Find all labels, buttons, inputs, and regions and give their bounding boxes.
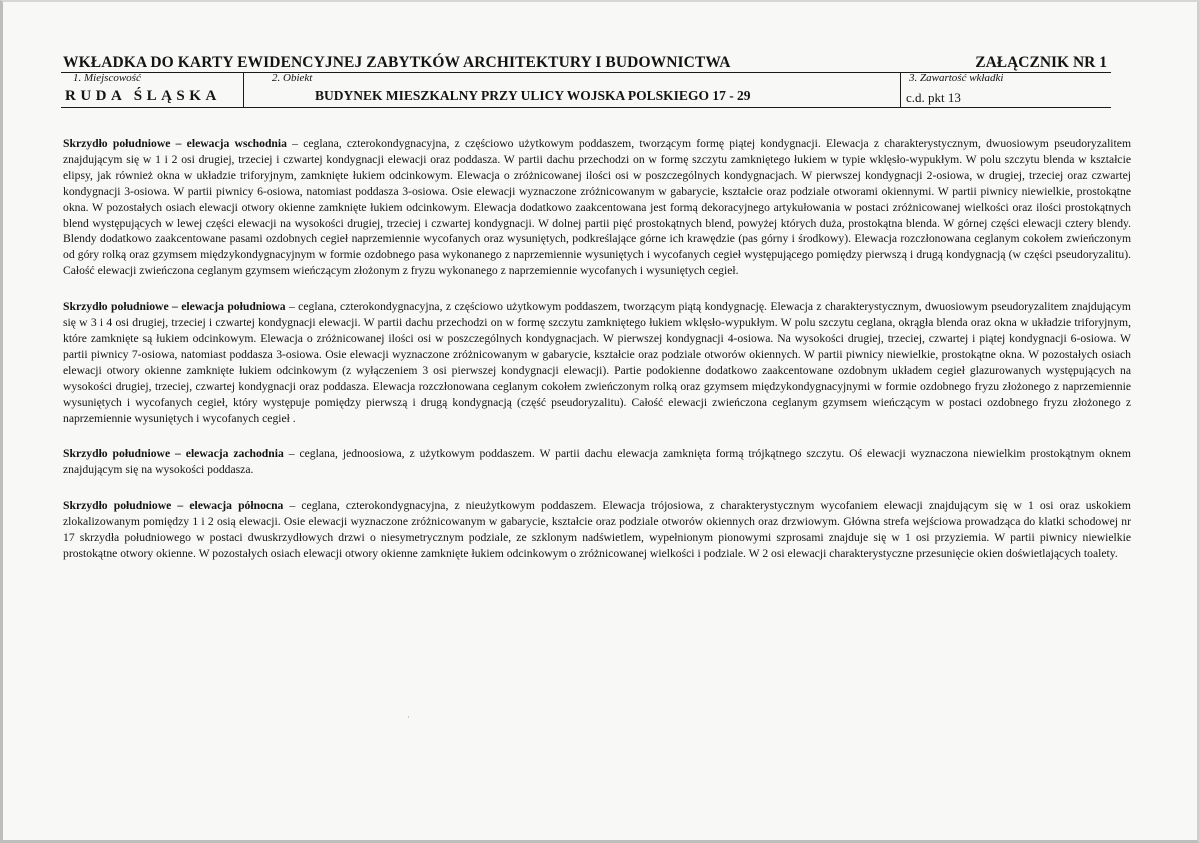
contents-label: 3. Zawartość wkładki xyxy=(909,72,1004,84)
paragraph-text: – ceglana, czterokondygnacyjna, z częściowo użytkowym poddaszem, tworzącym formę piątej kondygnacji. Elewacja z charakterystycznym, dwuosiowym pseudoryzalitem znajdującym się w 1 i 2 osi drugiej, trzeciej i czwartej kondygnacji elewacji oraz poddasza. W partii dachu przechodzi on w formę szczytu zamkniętego łukiem w typie wklęsło-wypukłym. W polu szczytu blenda w kształcie elipsy, jak również okna w układzie triforyjnym, zamknięte łukiem odcinkowym. Elewacja o zróżnicowanej ilości osi w poszczególnych kondygnacjach. W pierwszej kondygnacji 2-osiowa, w drugiej, trzeciej oraz czwartej kondygnacji 3-osiowa. W partii piwnicy 6-osiowa, natomiast poddasza 3-osiowa. Osie elewacji wyznaczone zróżnicowanym w gabarycie, kształcie oraz podziale otworami okiennymi. W partii piwnicy niewielkie, prostokątne okna. W pozostałych osiach elewacji otwory okienne zamknięte łukiem odcinkowym. Elewacja dodatkowo zaakcentowana jest formą dekoracyjnego artykułowania w postaci zróżnicowanej wielkości oraz ilości prostokątnych blend występujących w lewej części elewacji na wysokości drugiej, trzeciej i czwartej kondygnacji. W dolnej partii pięć prostokątnych blend, powyżej których duża, prostokątna blenda. W górnej części elewacji cztery blendy. Blendy dodatkowo zaakcentowane pasami ozdobnych cegieł naprzemiennie wycofanych oraz wysuniętych, podkreślające górne ich krawędzie (pas górny i środkowy). Elewacja rozczłonowana ceglanym cokołem zwieńczonym od góry rolką oraz gzymsem międzykondygnacyjnym w formie ozdobnego pasa wykonanego z naprzemiennie wysuniętych i wycofanych cegieł występującego pomiędzy pierwszą i drugą kondygnacją (w części pseudoryzalitu). Całość elewacji zwieńczona ceglanym gzymsem wieńczącym złożonym z fryzu wykonanego z naprzemiennie wycofanych i wysuniętych cegieł. xyxy=(63,137,1131,278)
paragraph-east-elevation xyxy=(63,136,1131,279)
locality-label: 1. Miejscowość xyxy=(73,72,141,84)
paragraph-south-elevation xyxy=(63,299,1131,426)
object-value: BUDYNEK MIESZKALNY PRZY ULICY WOJSKA POLSKIEGO 17 - 29 xyxy=(315,88,751,103)
header-divider-1 xyxy=(243,73,244,107)
document-body xyxy=(63,136,1131,582)
paragraph-north-elevation xyxy=(63,498,1131,562)
paragraph-heading: Skrzydło południowe – elewacja wschodnia xyxy=(63,137,287,150)
paragraph-text: – ceglana, czterokondygnacyjna, z nieużytkowym poddaszem. Elewacja trójosiowa, z charakterystycznym wycofaniem elewacji znajdującym się w 1 osi oraz uskokiem zlokalizowanym pomiędzy 1 i 2 osią elewacji. Osie elewacji wyznaczone zróżnicowanym w gabarycie, kształcie oraz podziale otworów okiennych oraz drzwiowym. Główna strefa wejściowa prowadząca do klatki schodowej nr 17 skrzydła południowego w postaci dwuskrzydłowych drzwi o niesymetrycznym podziale, ze szklonym nadświetlem, wypełnionym pionowymi szprosami znajduje się w 1 osi przyziemia. W partii piwnicy niewielkie prostokątne otwory okienne. W pozostałych osiach elewacji otwory okienne zamknięte łukiem odcinkowym o zróżnicowanej wielkości i podziale. W 2 osi elewacji charakterystyczne przesunięcie okien doświetlających toalety. xyxy=(63,499,1131,560)
paragraph-west-elevation xyxy=(63,446,1131,478)
paragraph-heading: Skrzydło południowe – elewacja zachodnia xyxy=(63,447,284,461)
object-label: 2. Obiekt xyxy=(272,72,313,84)
locality-value: RUDA ŚLĄSKA xyxy=(65,88,221,104)
header-bottom-rule xyxy=(61,107,1111,108)
scan-speck: · xyxy=(407,713,410,722)
contents-value: c.d. pkt 13 xyxy=(906,90,961,105)
paragraph-text: – ceglana, czterokondygnacyjna, z częściowo użytkowym poddaszem, tworzącym piątą kondygnację. Elewacja z charakterystycznym, dwuosiowym pseudoryzalitem znajdującym się w 3 i 4 osi drugiej, trzeciej i czwartej kondygnacji elewacji. W partii dachu przechodzi on w formę szczytu zamkniętego łukiem wklęsło-wypukłym. W polu szczytu ceglana, okrągła blenda oraz okna w układzie triforyjnym, które zamknięte są łukiem odcinkowym. Elewacja o zróżnicowanej ilości osi w poszczególnych kondygnacjach. W pierwszej kondygnacji 4-osiowa. Na wysokości drugiej, trzeciej, czwartej i piątej kondygnacji 6-osiowa. W partii piwnicy 7-osiowa, natomiast poddasza 3-osiowa. Osie elewacji wyznaczone zróżnicowanym w gabarycie, kształcie oraz podziale otworów okiennych. W partii piwnicy niewielkie, prostokątne okna. W pozostałych osiach elewacji otwory okienne zamknięte łukiem odcinkowym (z wyłączeniem 3 osi pierwszej kondygnacji elewacji). Partie podokienne dodatkowo zaakcentowane ozdobnym układem cegieł glazurowanych występujących na wysokości drugiej, trzeciej, czwartej kondygnacji oraz poddasza. Elewacja rozczłonowana ceglanym cokołem zwieńczonym rolką oraz gzymsem międzykondygnacyjnymi w formie ozdobnego fryzu złożonego z naprzemiennie wysuniętych i wycofanych cegieł, który występuje pomiędzy pierwszą i drugą kondygnacją (część pseudoryzalitu). Całość elewacji zwieńczona ceglanym gzymsem wieńczącym w postaci ozdobnego fryzu złożonego z naprzemiennie wysuniętych i wycofanych cegieł . xyxy=(63,300,1131,425)
annex-number: ZAŁĄCZNIK NR 1 xyxy=(975,54,1107,71)
document-title: WKŁADKA DO KARTY EWIDENCYJNEJ ZABYTKÓW ARCHITEKTURY I BUDOWNICTWA xyxy=(63,54,731,71)
paragraph-text: – ceglana, jednoosiowa, z użytkowym poddaszem. W partii dachu elewacja zamknięta formą trójkątnego szczytu. Oś elewacji wyznaczona niewielkim prostokątnym oknem znajdującym się na wysokości poddasza. xyxy=(63,447,1131,477)
paragraph-heading: Skrzydło południowe – elewacja północna xyxy=(63,499,284,513)
header-divider-2 xyxy=(900,73,901,107)
paragraph-heading: Skrzydło południowe – elewacja południowa xyxy=(63,300,286,314)
